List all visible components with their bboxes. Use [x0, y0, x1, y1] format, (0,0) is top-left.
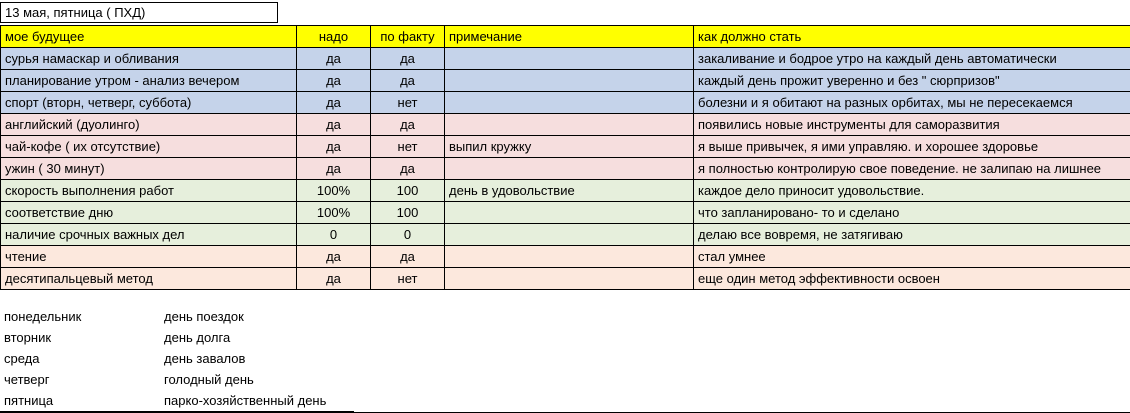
- row-title[interactable]: сурья намаскар и обливания: [1, 48, 297, 70]
- row-how[interactable]: еще один метод эффективности освоен: [694, 268, 1130, 290]
- date-title-row: [0, 0, 1130, 25]
- row-how[interactable]: закаливание и бодрое утро на каждый день автоматически: [694, 48, 1130, 70]
- table-row: [1, 48, 1130, 70]
- weekday-empty[interactable]: [354, 348, 1130, 369]
- row-fakt[interactable]: 100: [371, 202, 445, 224]
- row-nado[interactable]: да: [297, 158, 371, 180]
- row-note[interactable]: [445, 158, 694, 180]
- table-row: [1, 136, 1130, 158]
- row-nado[interactable]: да: [297, 114, 371, 136]
- row-how[interactable]: болезни и я обитают на разных орбитах, мы не пересекаемся: [694, 92, 1130, 114]
- header-how[interactable]: как должно стать: [694, 26, 1130, 48]
- row-title[interactable]: планирование утром - анализ вечером: [1, 70, 297, 92]
- row-title[interactable]: английский (дуолинго): [1, 114, 297, 136]
- table-gap: [0, 290, 1130, 306]
- row-how[interactable]: каждый день прожит уверенно и без " сюрпризов": [694, 70, 1130, 92]
- habits-table-body: [1, 26, 1130, 290]
- table-row: [1, 92, 1130, 114]
- row-fakt[interactable]: да: [371, 246, 445, 268]
- header-note[interactable]: примечание: [445, 26, 694, 48]
- row-how[interactable]: я полностью контролирую свое поведение. не залипаю на лишнее: [694, 158, 1130, 180]
- row-title[interactable]: ужин ( 30 минут): [1, 158, 297, 180]
- row-fakt[interactable]: да: [371, 70, 445, 92]
- row-nado[interactable]: да: [297, 246, 371, 268]
- row-note[interactable]: [445, 48, 694, 70]
- table-row: [1, 202, 1130, 224]
- weekday-table-body: [0, 306, 1130, 412]
- row-how[interactable]: я выше привычек, я ими управляю. и хорошее здоровье: [694, 136, 1130, 158]
- row-fakt[interactable]: 100: [371, 180, 445, 202]
- row-fakt[interactable]: нет: [371, 268, 445, 290]
- list-item: [0, 327, 1130, 348]
- row-nado[interactable]: да: [297, 48, 371, 70]
- table-row: [1, 224, 1130, 246]
- header-nado[interactable]: надо: [297, 26, 371, 48]
- habits-table: [0, 25, 1130, 290]
- row-how[interactable]: стал умнее: [694, 246, 1130, 268]
- row-note[interactable]: [445, 268, 694, 290]
- row-fakt[interactable]: 0: [371, 224, 445, 246]
- table-row: [1, 158, 1130, 180]
- row-title[interactable]: десятипальцевый метод: [1, 268, 297, 290]
- date-title-cell[interactable]: 13 мая, пятница ( ПХД): [0, 2, 278, 23]
- row-fakt[interactable]: да: [371, 114, 445, 136]
- weekday-desc[interactable]: день долга: [160, 327, 354, 348]
- row-nado[interactable]: да: [297, 92, 371, 114]
- row-title[interactable]: спорт (вторн, четверг, суббота): [1, 92, 297, 114]
- row-note[interactable]: [445, 114, 694, 136]
- list-item: [0, 369, 1130, 390]
- table-row: [1, 268, 1130, 290]
- row-fakt[interactable]: нет: [371, 136, 445, 158]
- row-how[interactable]: что запланировано- то и сделано: [694, 202, 1130, 224]
- row-note[interactable]: [445, 92, 694, 114]
- list-item: [0, 348, 1130, 369]
- weekday-desc[interactable]: голодный день: [160, 369, 354, 390]
- row-nado[interactable]: 0: [297, 224, 371, 246]
- header-fakt[interactable]: по факту: [371, 26, 445, 48]
- weekday-desc[interactable]: день завалов: [160, 348, 354, 369]
- table-row: [1, 246, 1130, 268]
- table-row: [1, 70, 1130, 92]
- row-title[interactable]: соответствие дню: [1, 202, 297, 224]
- weekday-name[interactable]: пятница: [0, 390, 160, 412]
- row-nado[interactable]: да: [297, 136, 371, 158]
- row-nado[interactable]: да: [297, 70, 371, 92]
- weekday-empty[interactable]: [354, 369, 1130, 390]
- weekday-name[interactable]: понедельник: [0, 306, 160, 327]
- weekday-name[interactable]: четверг: [0, 369, 160, 390]
- weekday-empty[interactable]: [354, 306, 1130, 327]
- weekday-empty[interactable]: [354, 390, 1130, 412]
- header-future[interactable]: мое будущее: [1, 26, 297, 48]
- list-item: [0, 390, 1130, 412]
- weekday-desc[interactable]: парко-хозяйственный день: [160, 390, 354, 412]
- row-how[interactable]: делаю все вовремя, не затягиваю: [694, 224, 1130, 246]
- table-row: [1, 114, 1130, 136]
- weekday-desc[interactable]: день поездок: [160, 306, 354, 327]
- row-nado[interactable]: 100%: [297, 202, 371, 224]
- row-title[interactable]: наличие срочных важных дел: [1, 224, 297, 246]
- weekday-name[interactable]: среда: [0, 348, 160, 369]
- table-header-row: [1, 26, 1130, 48]
- row-how[interactable]: каждое дело приносит удовольствие.: [694, 180, 1130, 202]
- table-row: [1, 180, 1130, 202]
- row-nado[interactable]: 100%: [297, 180, 371, 202]
- weekday-table: [0, 306, 1130, 412]
- row-note[interactable]: [445, 70, 694, 92]
- row-title[interactable]: чай-кофе ( их отсутствие): [1, 136, 297, 158]
- row-title[interactable]: чтение: [1, 246, 297, 268]
- weekday-empty[interactable]: [354, 327, 1130, 348]
- row-note[interactable]: [445, 224, 694, 246]
- row-note[interactable]: день в удовольствие: [445, 180, 694, 202]
- row-fakt[interactable]: да: [371, 48, 445, 70]
- row-note[interactable]: выпил кружку: [445, 136, 694, 158]
- row-fakt[interactable]: да: [371, 158, 445, 180]
- row-note[interactable]: [445, 202, 694, 224]
- row-fakt[interactable]: нет: [371, 92, 445, 114]
- list-item: [0, 306, 1130, 327]
- row-title[interactable]: скорость выполнения работ: [1, 180, 297, 202]
- weekday-name[interactable]: вторник: [0, 327, 160, 348]
- row-note[interactable]: [445, 246, 694, 268]
- row-how[interactable]: появились новые инструменты для саморазвития: [694, 114, 1130, 136]
- row-nado[interactable]: да: [297, 268, 371, 290]
